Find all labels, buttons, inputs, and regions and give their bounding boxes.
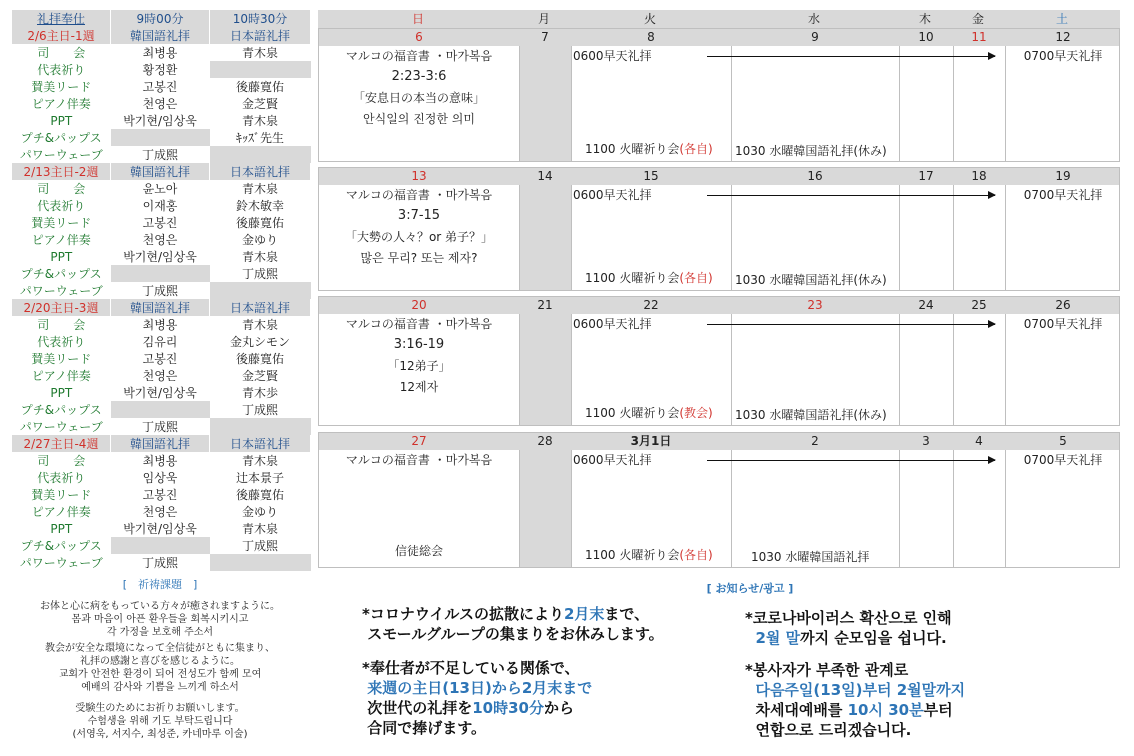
roster-role: 賛美リード xyxy=(31,215,92,230)
roster-korean-member: 천영은 xyxy=(142,368,178,383)
weekday-sat: 土 xyxy=(1055,12,1068,26)
roster-week-col-korean: 韓国語礼拝 xyxy=(111,435,210,452)
column-divider xyxy=(571,450,572,567)
weekday-tue: 火 xyxy=(643,12,656,26)
roster-week-col-japanese: 日本語礼拝 xyxy=(210,163,311,180)
roster-japanese-member: 青木泉 xyxy=(241,521,278,536)
roster-japanese-member: 金芝賢 xyxy=(241,96,278,111)
tuesday-label: 1100 火曜祈り会 xyxy=(585,406,680,420)
notice-kr-1-line2a: 2월 말 xyxy=(755,629,801,647)
date-cell: 11 xyxy=(971,30,987,44)
roster-japanese-member xyxy=(210,554,311,571)
roster-korean-member: 丁成熙 xyxy=(141,283,178,298)
roster-korean-member: 丁成熙 xyxy=(141,419,178,434)
roster-week-header xyxy=(12,435,311,452)
prayer-line: 수험생을 위해 기도 부탁드립니다 xyxy=(87,716,233,727)
arrow-icon xyxy=(707,460,995,461)
roster-role: 賛美リード xyxy=(31,351,92,366)
saturday-prayer: 0700早天礼拝 xyxy=(1023,453,1103,467)
column-divider xyxy=(519,450,520,567)
roster-week-3 xyxy=(12,299,311,435)
roster-japanese-member: 後藤寛佑 xyxy=(235,487,284,502)
date-cell: 14 xyxy=(537,169,553,183)
date-cell: 9 xyxy=(811,30,819,44)
roster-row xyxy=(12,333,311,350)
roster-korean-member: 이재홍 xyxy=(142,198,178,213)
sermon-line: 12제자 xyxy=(399,380,439,394)
roster-korean-member xyxy=(111,537,210,554)
column-divider xyxy=(953,450,954,567)
roster-row xyxy=(12,401,311,418)
column-divider xyxy=(571,314,572,425)
monday-shade xyxy=(519,46,571,161)
roster-role: プチ&パップス xyxy=(20,130,102,145)
calendar-week-1 xyxy=(318,28,1120,162)
notice-kr-1-line1: *코로나바이러스 확산으로 인해 xyxy=(745,609,952,627)
date-cell: 25 xyxy=(971,298,987,312)
prayer-line: 受験生のためにお祈りお願いします。 xyxy=(75,703,245,714)
date-cell: 19 xyxy=(1055,169,1071,183)
notice-jp-2-line3a: 次世代の礼拝を xyxy=(367,699,473,717)
date-cell: 27 xyxy=(411,434,427,448)
roster-row xyxy=(12,520,311,537)
roster-japanese-member: 後藤寛佑 xyxy=(235,79,284,94)
notice-jp-2-line3b: 10時30分 xyxy=(472,699,544,717)
roster-japanese-member xyxy=(210,61,311,78)
roster-korean-member: 윤노아 xyxy=(142,181,178,196)
roster-japanese-member: 青木泉 xyxy=(241,181,278,196)
date-cell: 26 xyxy=(1055,298,1071,312)
roster-week-col-korean: 韓国語礼拝 xyxy=(111,163,210,180)
roster-korean-member: 고봉진 xyxy=(142,487,178,502)
roster-role: プチ&パップス xyxy=(20,266,102,281)
column-divider xyxy=(899,185,900,290)
notice-kr-2 xyxy=(745,660,965,740)
weekday-fri: 金 xyxy=(971,12,984,26)
dawn-prayer: 0600早天礼拝 xyxy=(573,453,652,467)
column-divider xyxy=(899,46,900,161)
date-cell: 21 xyxy=(537,298,553,312)
prayer-line: 예배의 감사와 기쁨을 느끼게 하소서 xyxy=(81,682,239,693)
column-divider xyxy=(731,450,732,567)
column-divider xyxy=(899,314,900,425)
notice-jp-2-line4: 合同で捧げます。 xyxy=(367,719,487,737)
date-cell: 7 xyxy=(541,30,549,44)
date-cell: 23 xyxy=(807,298,823,312)
roster-korean-member: 최병용 xyxy=(142,45,178,60)
notice-kr-1 xyxy=(745,608,952,648)
roster-row xyxy=(12,418,311,435)
roster-japanese-member: 丁成熙 xyxy=(241,402,278,417)
sermon-line: 많은 무리? 또는 제자? xyxy=(360,251,478,265)
roster-row xyxy=(12,350,311,367)
prayer-line: 教会が安全な環境になって全信徒がともに集まり、 xyxy=(45,643,275,654)
prayer-line: お体と心に病をもっている方々が癒されますように。 xyxy=(40,601,280,612)
date-cell: 24 xyxy=(918,298,934,312)
calendar-week-3 xyxy=(318,296,1120,426)
arrow-icon xyxy=(707,195,995,196)
roster-japanese-member: 金丸シモン xyxy=(229,334,290,349)
roster-japanese-member xyxy=(210,282,311,299)
roster-week-title: 2/13主日-2週 xyxy=(12,163,111,180)
sermon-line: 2:23-3:6 xyxy=(391,69,447,84)
roster-row xyxy=(12,265,311,282)
sermon-line: 「大勢の人々？or 弟子？」 xyxy=(344,230,494,244)
saturday-prayer: 0700早天礼拝 xyxy=(1023,49,1103,63)
roster-korean-member: 천영은 xyxy=(142,232,178,247)
date-cell: 17 xyxy=(918,169,934,183)
prayer-item-3 xyxy=(12,702,308,741)
notice-kr-2-line1: *봉사자가 부족한 관계로 xyxy=(745,661,909,679)
roster-week-header xyxy=(12,163,311,180)
roster-role: PPT xyxy=(50,385,73,400)
roster-japanese-member: 後藤寛佑 xyxy=(235,215,284,230)
roster-korean-member: 박기현/임상욱 xyxy=(123,385,197,400)
saturday-prayer: 0700早天礼拝 xyxy=(1023,188,1103,202)
roster-korean-member: 천영은 xyxy=(142,96,178,111)
dawn-prayer: 0600早天礼拝 xyxy=(573,188,652,202)
roster-korean-member: 황정환 xyxy=(142,62,178,77)
roster-role: 代表祈り xyxy=(37,334,86,349)
weekday-sun: 日 xyxy=(411,12,424,26)
roster-japanese-member: ｷｯｽﾞ先生 xyxy=(235,130,284,145)
roster-korean-member: 최병용 xyxy=(142,317,178,332)
roster-row xyxy=(12,452,311,469)
sermon-line: マルコの福音書 ・마가복음 xyxy=(345,188,493,202)
column-divider xyxy=(731,185,732,290)
sermon-line: 3:7-15 xyxy=(397,208,441,223)
dawn-prayer: 0600早天礼拝 xyxy=(573,317,652,331)
roster-role: PPT xyxy=(50,521,73,536)
prayer-item-1 xyxy=(12,600,308,639)
tuesday-label: 1100 火曜祈り会 xyxy=(585,142,680,156)
column-divider xyxy=(731,314,732,425)
notice-jp-1 xyxy=(362,604,664,644)
prayer-line: 교회가 안전한 환경이 되어 전성도가 함께 모여 xyxy=(58,669,262,680)
roster-japanese-member: 金芝賢 xyxy=(241,368,278,383)
roster-japanese-member: 青木泉 xyxy=(241,453,278,468)
column-divider xyxy=(571,185,572,290)
sermon-line: 「安息日の本当の意味」 xyxy=(352,91,485,105)
roster-row xyxy=(12,44,311,61)
roster-korean-member xyxy=(111,401,210,418)
weekday-wed: 水 xyxy=(807,12,820,26)
column-divider xyxy=(519,46,520,161)
date-cell: 6 xyxy=(415,30,423,44)
roster-week-col-japanese: 日本語礼拝 xyxy=(210,27,311,44)
date-cell: 5 xyxy=(1059,434,1067,448)
date-cell: 22 xyxy=(643,298,659,312)
roster-row xyxy=(12,129,311,146)
roster-row xyxy=(12,112,311,129)
tuesday-prayer-meeting xyxy=(585,405,713,421)
roster-role: 司 会 xyxy=(37,181,86,196)
roster-week-2 xyxy=(12,163,311,299)
arrow-icon xyxy=(707,324,995,325)
tuesday-prayer-meeting xyxy=(585,270,713,286)
weekday-header xyxy=(318,10,1120,28)
roster-row xyxy=(12,61,311,78)
notice-kr-1-line2b: 까지 순모임을 쉽니다. xyxy=(800,629,947,647)
roster-row xyxy=(12,180,311,197)
roster-role: PPT xyxy=(50,113,73,128)
date-cell: 28 xyxy=(537,434,553,448)
dawn-prayer: 0600早天礼拝 xyxy=(573,49,652,63)
notice-jp-1-c: まで、 xyxy=(604,605,650,623)
sermon-line: 안식일의 진정한 의미 xyxy=(363,112,475,126)
prayer-item-2 xyxy=(12,642,308,694)
tuesday-note: (各自) xyxy=(679,142,713,156)
notice-jp-1-line2: スモールグループの集まりをお休みします。 xyxy=(367,625,664,643)
prayer-line: 礼拝の感謝と喜びを感じるように。 xyxy=(80,656,240,667)
sunday-event: 信徒総会 xyxy=(394,544,443,558)
service-roster xyxy=(12,10,308,571)
date-cell: 13 xyxy=(411,169,427,183)
date-cell: 18 xyxy=(971,169,987,183)
roster-header-0900: 9時00分 xyxy=(111,10,210,27)
notice-jp-1-b: 2月末 xyxy=(563,605,605,623)
roster-role: ピアノ伴奏 xyxy=(31,232,91,247)
wednesday-service: 1030 水曜韓国語礼拝 xyxy=(751,550,870,564)
sermon-line: 「12弟子」 xyxy=(387,359,451,373)
roster-korean-member: 박기현/임상욱 xyxy=(123,113,197,128)
roster-week-4 xyxy=(12,435,311,571)
prayer-line: 몸과 마음이 아픈 환우들을 회복시키시고 xyxy=(71,614,249,625)
roster-role: ピアノ伴奏 xyxy=(31,368,91,383)
roster-row xyxy=(12,554,311,571)
roster-row xyxy=(12,78,311,95)
roster-week-header xyxy=(12,27,311,44)
date-cell: 3 xyxy=(922,434,930,448)
roster-japanese-member: 青木泉 xyxy=(241,249,278,264)
roster-row xyxy=(12,384,311,401)
tuesday-prayer-meeting xyxy=(585,547,713,563)
roster-row xyxy=(12,197,311,214)
roster-row xyxy=(12,469,311,486)
roster-role: 代表祈り xyxy=(37,470,86,485)
roster-japanese-member: 青木泉 xyxy=(241,317,278,332)
date-cell: 8 xyxy=(647,30,655,44)
wednesday-service: 1030 水曜韓国語礼拝(休み) xyxy=(735,144,887,158)
roster-header-1030: 10時30分 xyxy=(210,10,311,27)
roster-row xyxy=(12,248,311,265)
roster-row xyxy=(12,486,311,503)
sermon-line: マルコの福音書 ・마가복음 xyxy=(345,317,493,331)
roster-korean-member xyxy=(111,265,210,282)
roster-role: プチ&パップス xyxy=(20,402,102,417)
roster-role: 代表祈り xyxy=(37,62,86,77)
date-cell: 20 xyxy=(411,298,427,312)
notice-jp-1-a: *コロナウイルスの拡散により xyxy=(362,605,564,623)
roster-japanese-member: 辻本景子 xyxy=(235,470,284,485)
roster-week-1 xyxy=(12,27,311,163)
date-cell: 12 xyxy=(1055,30,1071,44)
roster-korean-member xyxy=(111,129,210,146)
roster-header-service: 礼拝奉仕 xyxy=(12,10,111,27)
roster-role: プチ&パップス xyxy=(20,538,102,553)
column-divider xyxy=(731,46,732,161)
notice-jp-2-line1: *奉仕者が不足している関係で、 xyxy=(362,659,580,677)
roster-japanese-member: 青木泉 xyxy=(241,113,278,128)
column-divider xyxy=(953,185,954,290)
column-divider xyxy=(953,314,954,425)
roster-row xyxy=(12,146,311,163)
roster-korean-member: 최병용 xyxy=(142,453,178,468)
date-cell: 4 xyxy=(975,434,983,448)
roster-japanese-member: 金ゆり xyxy=(241,504,278,519)
roster-korean-member: 박기현/임상욱 xyxy=(123,521,197,536)
roster-role: パワーウェーブ xyxy=(19,283,103,298)
sermon-line: マルコの福音書 ・마가복음 xyxy=(345,453,493,467)
tuesday-note: (各自) xyxy=(679,548,713,562)
roster-korean-member: 김유리 xyxy=(142,334,178,349)
notice-heading: [ お知らせ/광고 ] xyxy=(706,582,794,595)
prayer-line: (서영욱, 서지수, 최성준, 카네마루 이술) xyxy=(72,729,248,740)
roster-week-col-korean: 韓国語礼拝 xyxy=(111,299,210,316)
date-cell: 15 xyxy=(643,169,659,183)
tuesday-label: 1100 火曜祈り会 xyxy=(585,271,680,285)
roster-korean-member: 고봉진 xyxy=(142,215,178,230)
notice-jp-2 xyxy=(362,658,592,738)
roster-week-col-korean: 韓国語礼拝 xyxy=(111,27,210,44)
monday-shade xyxy=(519,450,571,567)
wednesday-service: 1030 水曜韓国語礼拝(休み) xyxy=(735,273,887,287)
tuesday-prayer-meeting xyxy=(585,141,713,157)
notice-kr-2-line3b: 10시 30분 xyxy=(847,701,924,719)
notice-kr-2-line4: 연합으로 드리겠습니다. xyxy=(755,721,912,739)
roster-role: 賛美リード xyxy=(31,487,92,502)
prayer-heading: [ 祈祷課題 ] xyxy=(122,578,198,591)
roster-row xyxy=(12,214,311,231)
column-divider xyxy=(571,46,572,161)
date-cell: 16 xyxy=(807,169,823,183)
column-divider xyxy=(899,450,900,567)
notice-kr-2-line3a: 차세대예배를 xyxy=(755,701,848,719)
roster-korean-member: 고봉진 xyxy=(142,79,178,94)
calendar-week-4 xyxy=(318,432,1120,568)
tuesday-note: (各自) xyxy=(679,271,713,285)
date-cell: 2 xyxy=(811,434,819,448)
roster-korean-member: 고봉진 xyxy=(142,351,178,366)
roster-japanese-member xyxy=(210,418,311,435)
calendar-week-2 xyxy=(318,167,1120,291)
weekday-mon: 月 xyxy=(537,12,550,26)
tuesday-note: (教会) xyxy=(679,406,713,420)
date-cell: 3月1日 xyxy=(630,434,672,448)
roster-japanese-member: 丁成熙 xyxy=(241,538,278,553)
roster-header xyxy=(12,10,311,27)
notice-kr-2-line2: 다음주일(13일)부터 2월말까지 xyxy=(755,681,966,699)
roster-japanese-member: 後藤寛佑 xyxy=(235,351,284,366)
sermon-line: マルコの福音書 ・마가복음 xyxy=(345,49,493,63)
roster-japanese-member: 青木泉 xyxy=(241,45,278,60)
notice-jp-2-line3c: から xyxy=(544,699,575,717)
roster-role: 賛美リード xyxy=(31,79,92,94)
roster-row xyxy=(12,95,311,112)
roster-week-col-japanese: 日本語礼拝 xyxy=(210,299,311,316)
column-divider xyxy=(519,185,520,290)
monday-shade xyxy=(519,314,571,425)
roster-role: ピアノ伴奏 xyxy=(31,504,91,519)
arrow-icon xyxy=(707,56,995,57)
roster-japanese-member: 鈴木敏幸 xyxy=(235,198,284,213)
tuesday-label: 1100 火曜祈り会 xyxy=(585,548,680,562)
roster-role: 司 会 xyxy=(37,45,86,60)
column-divider xyxy=(519,314,520,425)
monday-shade xyxy=(519,185,571,290)
roster-row xyxy=(12,282,311,299)
roster-row xyxy=(12,537,311,554)
roster-role: パワーウェーブ xyxy=(19,419,103,434)
roster-korean-member: 천영은 xyxy=(142,504,178,519)
column-divider xyxy=(953,46,954,161)
date-cell: 10 xyxy=(918,30,934,44)
roster-japanese-member: 金ゆり xyxy=(241,232,278,247)
roster-role: PPT xyxy=(50,249,73,264)
roster-korean-member: 박기현/임상욱 xyxy=(123,249,197,264)
roster-week-col-japanese: 日本語礼拝 xyxy=(210,435,311,452)
roster-korean-member: 丁成熙 xyxy=(141,555,178,570)
roster-role: 司 会 xyxy=(37,317,86,332)
wednesday-service: 1030 水曜韓国語礼拝(休み) xyxy=(735,408,887,422)
roster-week-header xyxy=(12,299,311,316)
roster-week-title: 2/20主日-3週 xyxy=(12,299,111,316)
notice-kr-2-line3c: 부터 xyxy=(923,701,953,719)
roster-row xyxy=(12,503,311,520)
roster-role: パワーウェーブ xyxy=(19,147,103,162)
roster-japanese-member xyxy=(210,146,311,163)
sermon-line: 3:16-19 xyxy=(393,337,445,352)
roster-row xyxy=(12,231,311,248)
roster-korean-member: 丁成熙 xyxy=(141,147,178,162)
roster-row xyxy=(12,367,311,384)
weekday-thu: 木 xyxy=(918,12,931,26)
roster-role: パワーウェーブ xyxy=(19,555,103,570)
roster-korean-member: 임상욱 xyxy=(142,470,178,485)
roster-role: 代表祈り xyxy=(37,198,86,213)
roster-row xyxy=(12,316,311,333)
prayer-line: 각 가정을 보호해 주소서 xyxy=(106,627,214,638)
roster-role: ピアノ伴奏 xyxy=(31,96,91,111)
roster-japanese-member: 丁成熙 xyxy=(241,266,278,281)
notice-jp-2-line2: 来週の主日(13日)から2月末まで xyxy=(367,679,593,697)
roster-japanese-member: 青木歩 xyxy=(241,385,278,400)
saturday-prayer: 0700早天礼拝 xyxy=(1023,317,1103,331)
roster-week-title: 2/27主日-4週 xyxy=(12,435,111,452)
roster-week-title: 2/6主日-1週 xyxy=(12,27,111,44)
roster-role: 司 会 xyxy=(37,453,86,468)
